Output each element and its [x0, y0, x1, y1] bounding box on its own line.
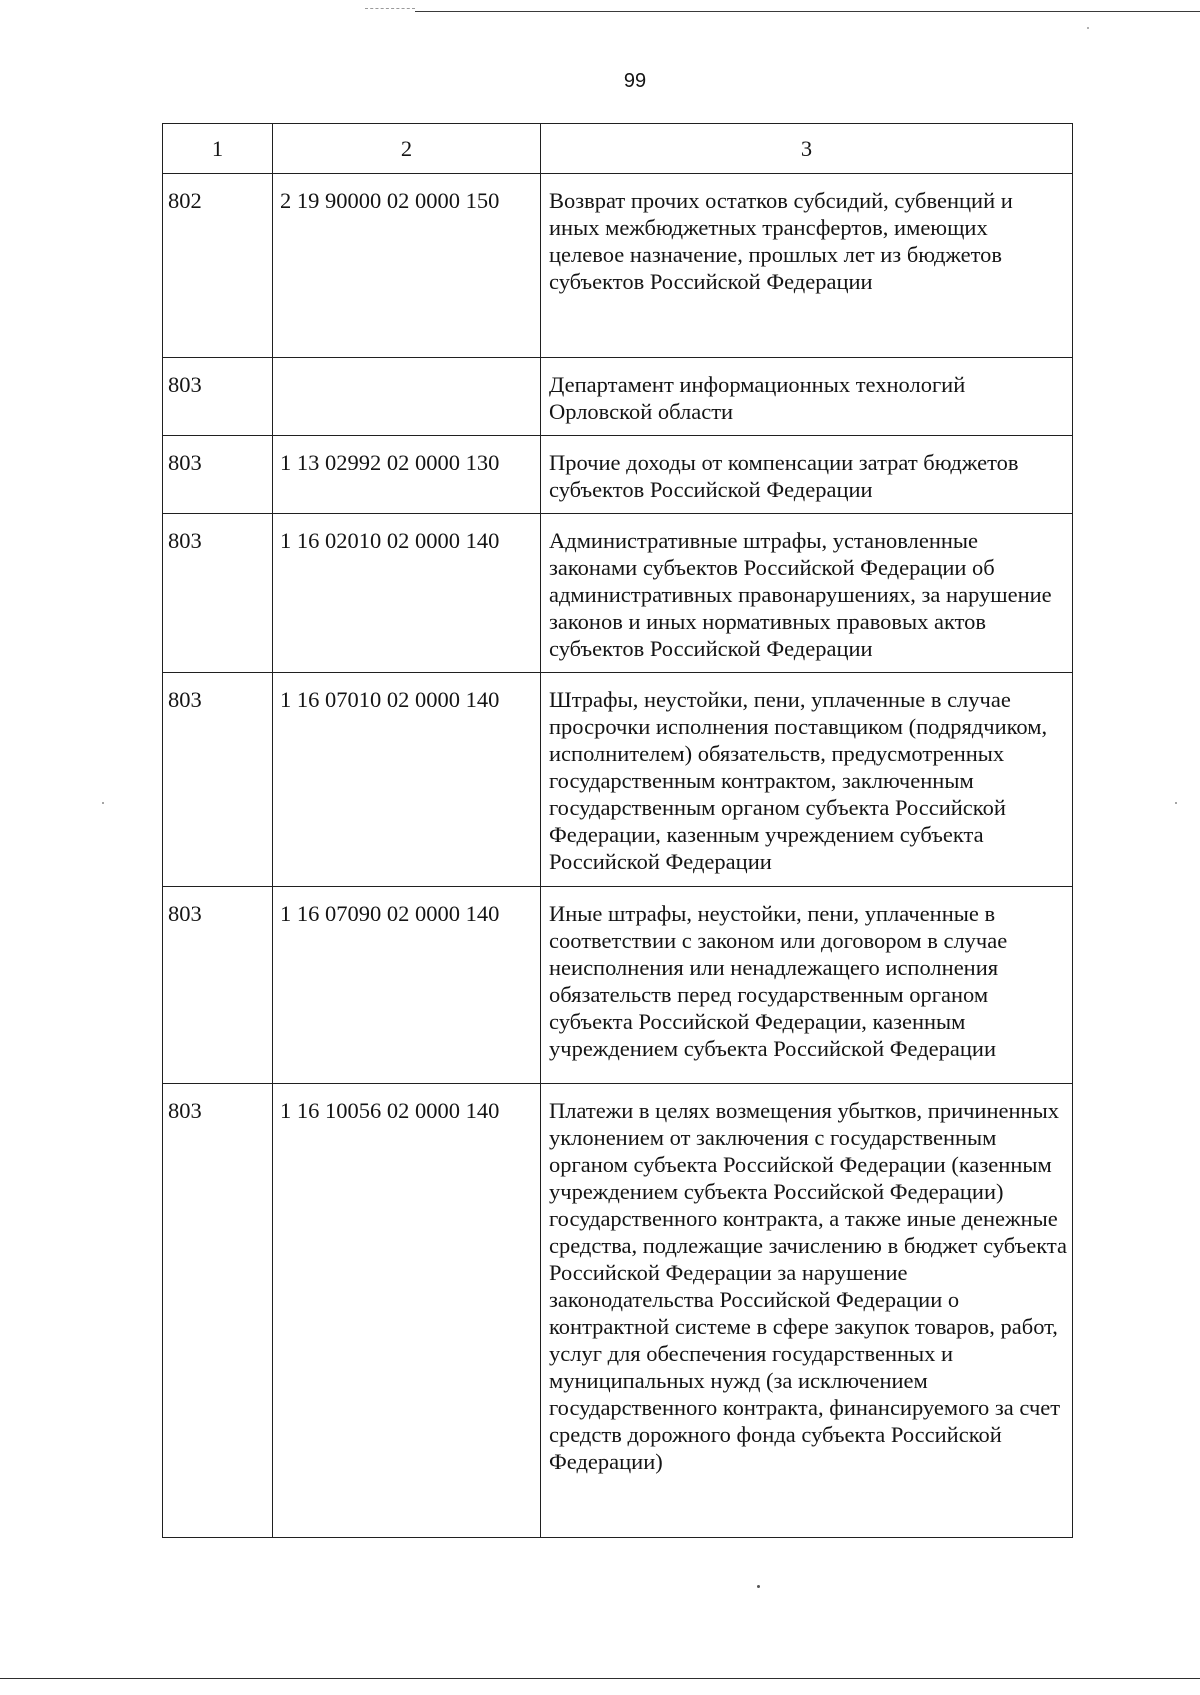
- scan-speck: [102, 802, 104, 804]
- table-row: [163, 1084, 1073, 1538]
- admin-code-cell: 803: [163, 358, 273, 436]
- income-name-cell: Административные штрафы, установленные законами субъектов Российской Федерации об административных правонарушениях, за нарушение законов и иных нормативных правовых актов субъектов Российской Федерации: [541, 514, 1073, 673]
- income-codes-table: [162, 123, 1073, 1538]
- income-name-cell: Иные штрафы, неустойки, пени, уплаченные в соответствии с законом или договором в случае неисполнения или ненадлежащего исполнения обязательств перед государственным органом субъекта Российской Федерации, казенным учреждением субъекта Российской Федерации: [541, 887, 1073, 1084]
- budget-code-cell: 1 16 07090 02 0000 140: [273, 887, 541, 1084]
- table-row: [163, 514, 1073, 673]
- admin-code-cell: 803: [163, 514, 273, 673]
- table-row: [163, 358, 1073, 436]
- column-header-3: 3: [541, 124, 1073, 174]
- budget-code-cell: 1 16 10056 02 0000 140: [273, 1084, 541, 1538]
- scan-edge-line-top: [415, 11, 1200, 12]
- income-name-cell: Штрафы, неустойки, пени, уплаченные в случае просрочки исполнения поставщиком (подрядчиком, исполнителем) обязательств, предусмотренных государственным контрактом, заключенным государственным органом субъекта Российской Федерации, казенным учреждением субъекта Российской Федерации: [541, 673, 1073, 887]
- scan-speck: [1175, 802, 1177, 804]
- admin-code-cell: 803: [163, 436, 273, 514]
- header-row: [163, 124, 1073, 174]
- income-name-cell: Департамент информационных технологий Орловской области: [541, 358, 1073, 436]
- page-number: 99: [623, 70, 647, 92]
- column-header-2: 2: [273, 124, 541, 174]
- table-row: [163, 673, 1073, 887]
- admin-code-cell: 803: [163, 1084, 273, 1538]
- admin-code-cell: 803: [163, 673, 273, 887]
- column-header-1: 1: [163, 124, 273, 174]
- income-name-cell: Платежи в целях возмещения убытков, причиненных уклонением от заключения с государственным органом субъекта Российской Федерации (казенным учреждением субъекта Российской Федерации) государственного контракта, а также иные денежные средства, подлежащие зачислению в бюджет субъекта Российской Федерации за нарушение законодательства Российской Федерации о контрактной системе в сфере закупок товаров, работ, услуг для обеспечения государственных и муниципальных нужд (за исключением государственного контракта, финансируемого за счет средств дорожного фонда субъекта Российской Федерации): [541, 1084, 1073, 1538]
- budget-code-cell: 2 19 90000 02 0000 150: [273, 174, 541, 358]
- scan-edge-mark-top-faint: [365, 8, 415, 9]
- budget-code-cell: 1 16 07010 02 0000 140: [273, 673, 541, 887]
- income-name-cell: Возврат прочих остатков субсидий, субвенций и иных межбюджетных трансфертов, имеющих целевое назначение, прошлых лет из бюджетов субъектов Российской Федерации: [541, 174, 1073, 358]
- scan-speck: [757, 1585, 760, 1588]
- budget-code-cell: 1 13 02992 02 0000 130: [273, 436, 541, 514]
- table-row: [163, 174, 1073, 358]
- scan-edge-line-bottom: [0, 1678, 1200, 1679]
- budget-code-cell: 1 16 02010 02 0000 140: [273, 514, 541, 673]
- budget-code-cell: [273, 358, 541, 436]
- table-row: [163, 436, 1073, 514]
- table-row: [163, 887, 1073, 1084]
- scan-speck: [1087, 27, 1089, 29]
- admin-code-cell: 802: [163, 174, 273, 358]
- admin-code-cell: 803: [163, 887, 273, 1084]
- income-name-cell: Прочие доходы от компенсации затрат бюджетов субъектов Российской Федерации: [541, 436, 1073, 514]
